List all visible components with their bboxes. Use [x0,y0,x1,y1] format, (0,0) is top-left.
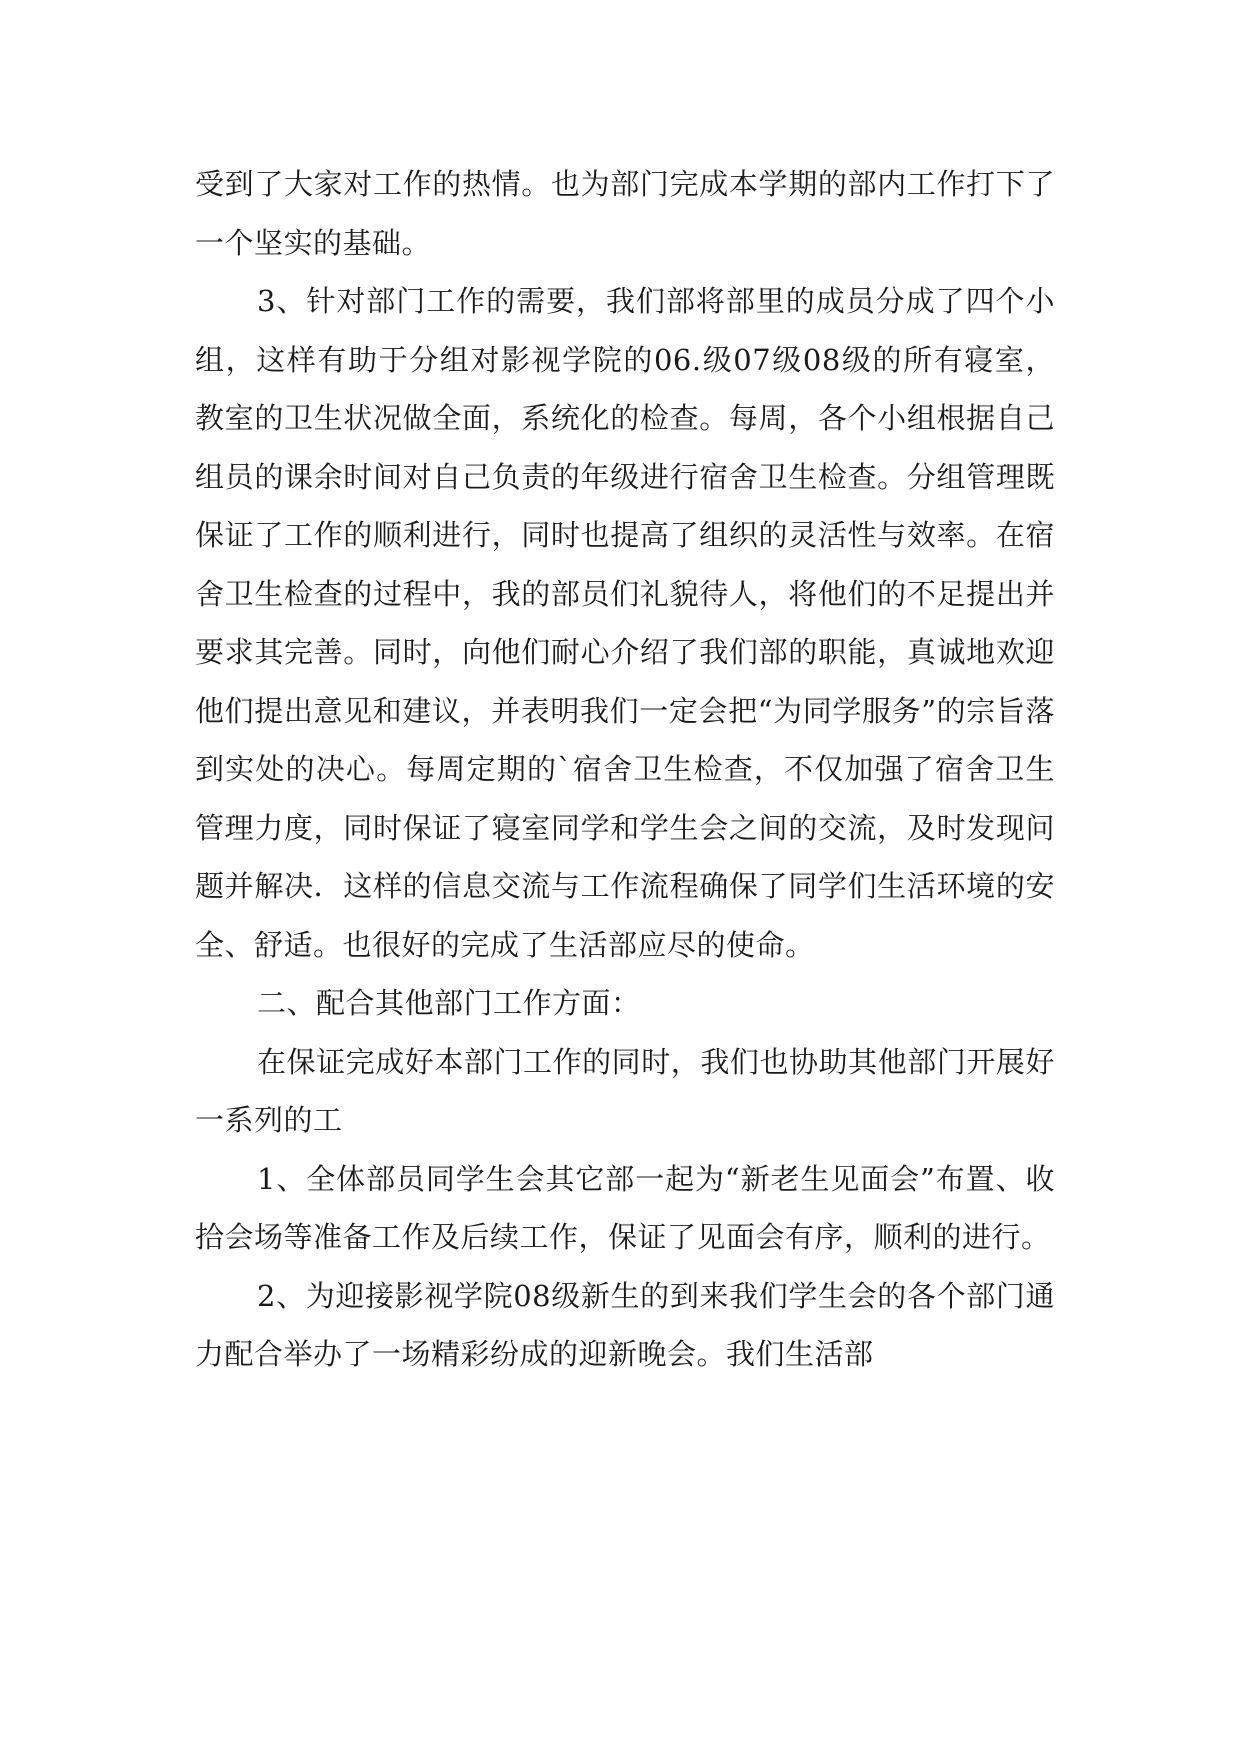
section-heading-2: 二、配合其他部门工作方面： [257,986,641,1020]
paragraph-item-1: 1、全体部员同学生会其它部一起为“新老生见面会”布置、收拾会场等准备工作及后续工作，保证了见面会有序，顺利的进行。 [195,1161,1055,1254]
paragraph-item-2: 2、为迎接影视学院08级新生的到来我们学生会的各个部门通力配合举办了一场精彩纷成的迎新晚会。我们生活部 [195,1278,1055,1371]
paragraph-intro: 在保证完成好本部门工作的同时，我们也协助其他部门开展好一系列的工 [195,1044,1055,1137]
document-body [195,155,1055,1384]
paragraph-item-3: 3、针对部门工作的需要，我们部将部里的成员分成了四个小组，这样有助于分组对影视学院的06.级07级08级的所有寝室，教室的卫生状况做全面，系统化的检查。每周，各个小组根据自己组员的课余时间对自己负责的年级进行宿舍卫生检查。分组管理既保证了工作的顺利进行，同时也提高了组织的灵活性与效率。在宿舍卫生检查的过程中，我的部员们礼貌待人，将他们的不足提出并要求其完善。同时，向他们耐心介绍了我们部的职能，真诚地欢迎他们提出意见和建议，并表明我们一定会把“为同学服务”的宗旨落到实处的决心。每周定期的`宿舍卫生检查，不仅加强了宿舍卫生管理力度，同时保证了寝室同学和学生会之间的交流，及时发现问题并解决．这样的信息交流与工作流程确保了同学们生活环境的安全、舒适。也很好的完成了生活部应尽的使命。 [195,284,1055,962]
paragraph-continuation: 受到了大家对工作的热情。也为部门完成本学期的部内工作打下了一个坚实的基础。 [195,167,1055,260]
